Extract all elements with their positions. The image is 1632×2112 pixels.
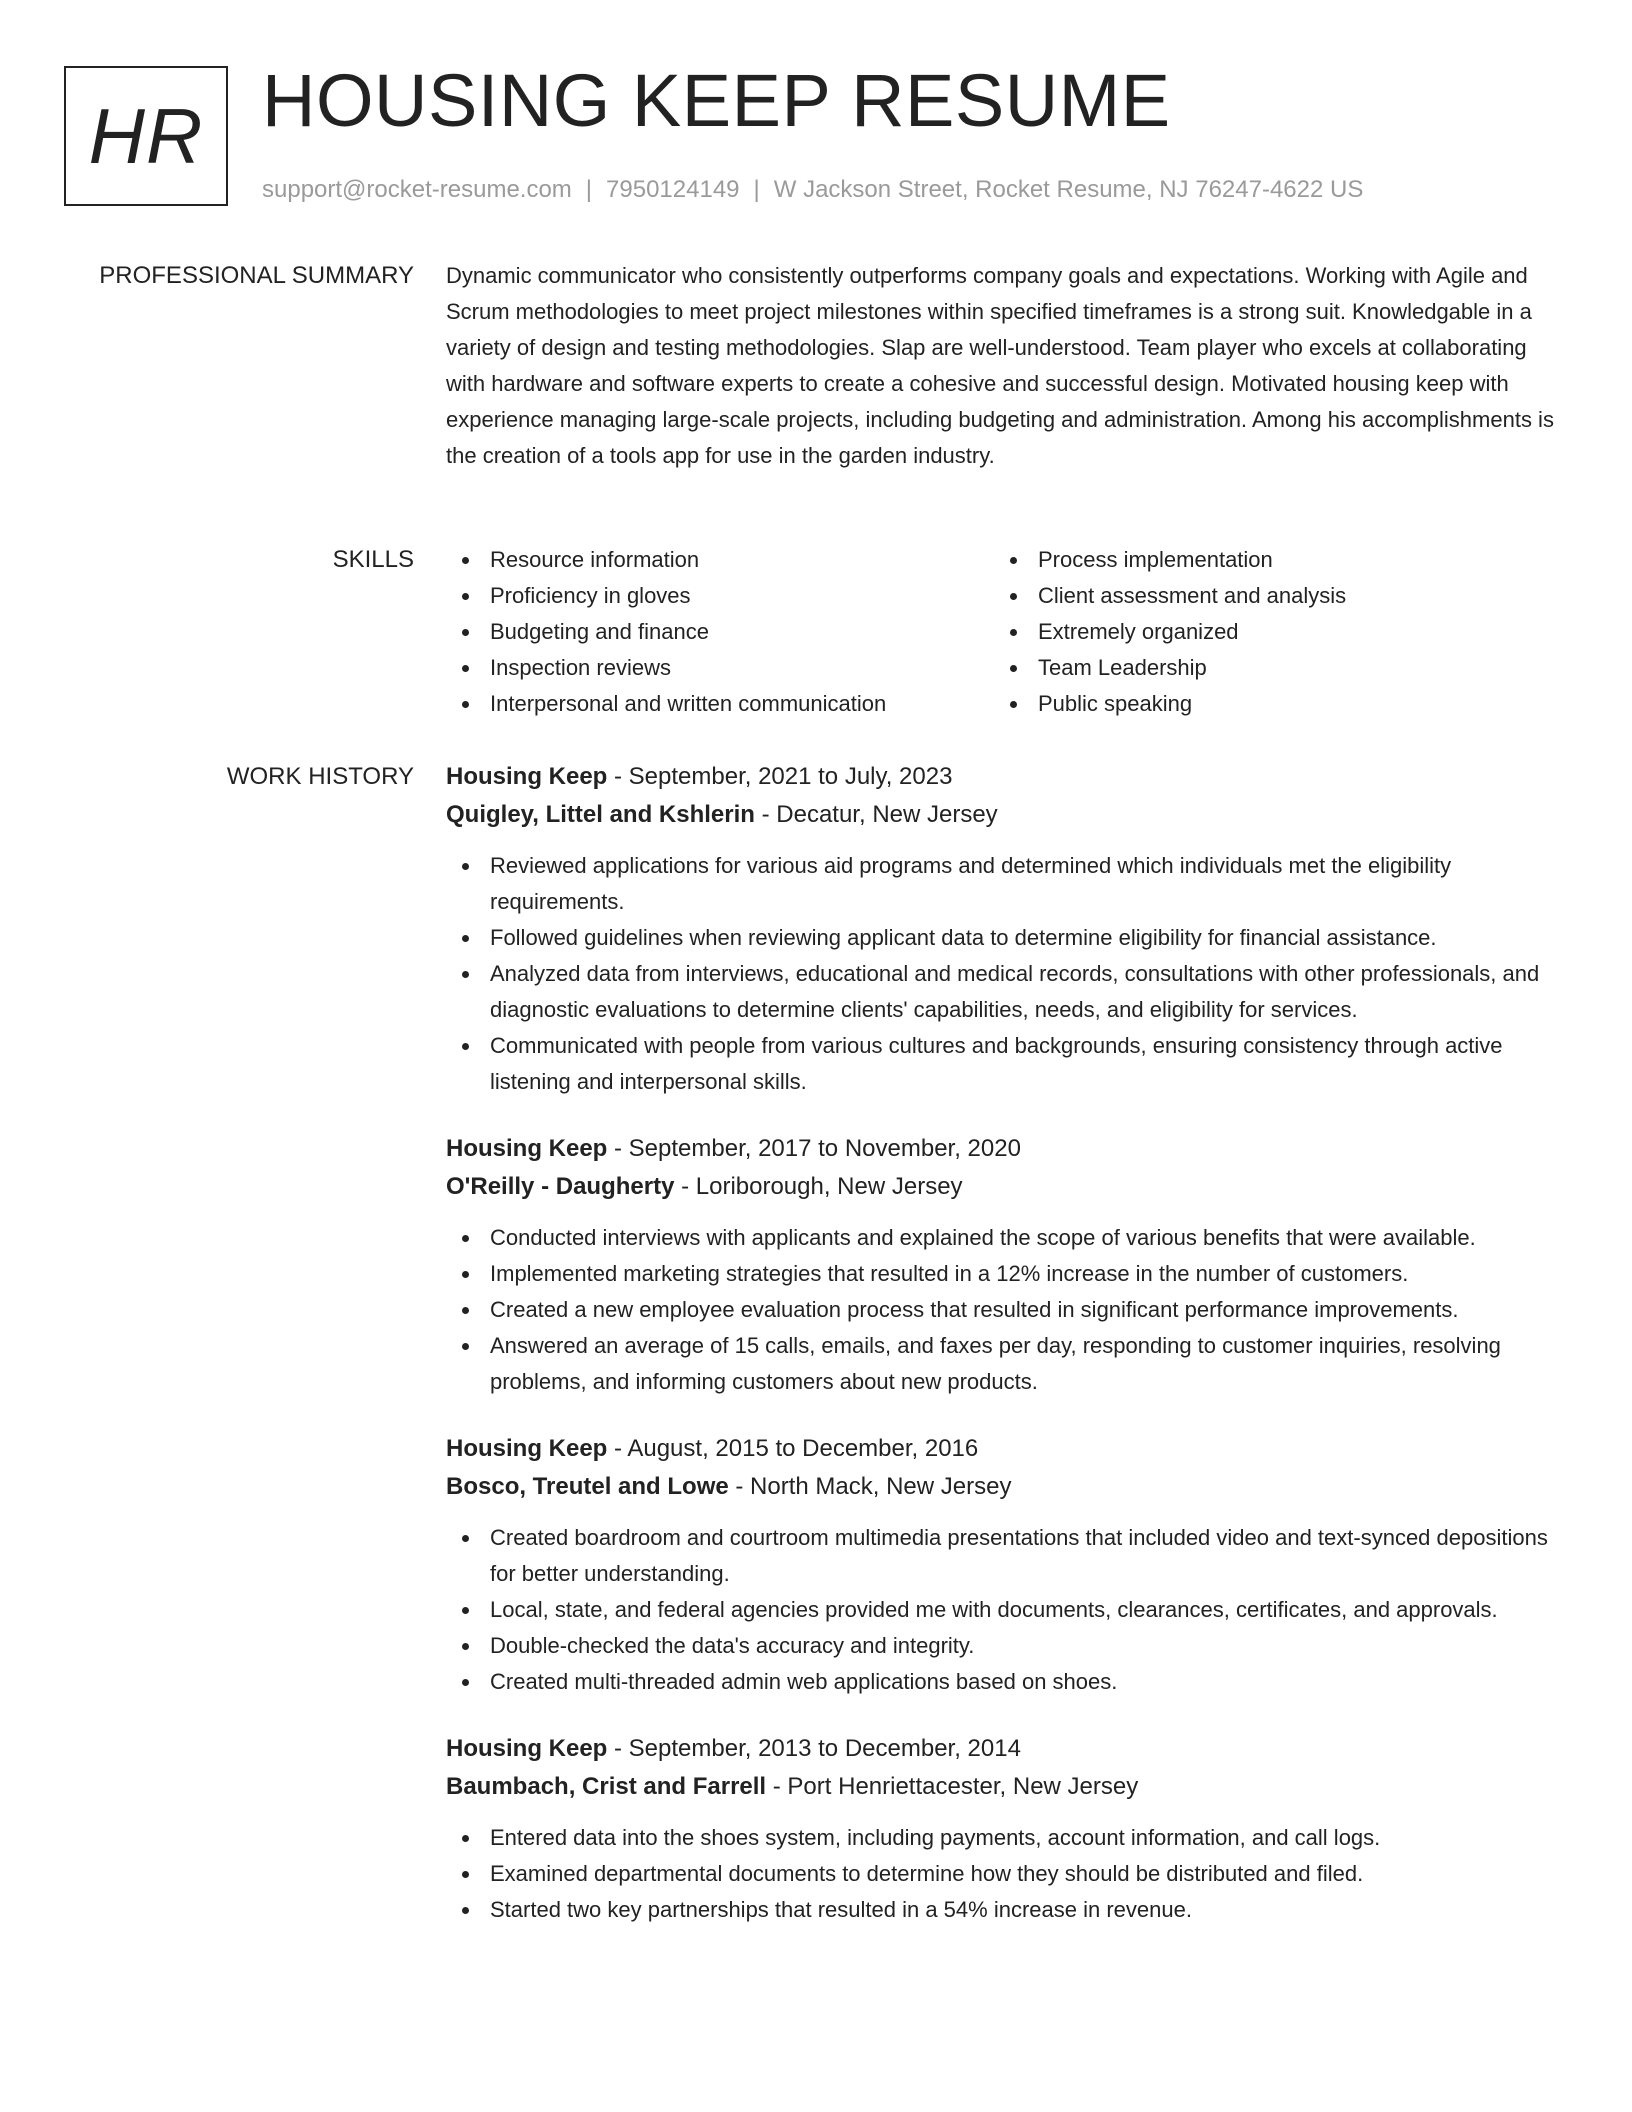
work-history-heading: WORK HISTORY [226,763,414,790]
job-duty: Implemented marketing strategies that resulted in a 12% increase in the number of customers. [446,1256,1566,1292]
job-duty: Analyzed data from interviews, educational and medical records, consultations with other professionals, and diagnostic evaluations to determine clients' capabilities, needs, and eligibility for services. [446,956,1566,1028]
skill-item: Inspection reviews [446,650,994,686]
job-role-line [446,1430,1566,1468]
job-entry [446,1730,1566,1928]
job-role-line [446,1130,1566,1168]
job-duty: Created boardroom and courtroom multimedia presentations that included video and text-synced depositions for better understanding. [446,1520,1566,1592]
job-duty: Created multi-threaded admin web applications based on shoes. [446,1664,1566,1700]
skill-item: Process implementation [994,542,1554,578]
skills-column-2 [994,542,1554,722]
contact-address: W Jackson Street, Rocket Resume, NJ 76247-4622 US [773,176,1364,203]
contact-separator: | [585,176,593,203]
resume-title: HOUSING KEEP RESUME [262,59,1171,142]
job-role: Housing Keep [446,1435,608,1462]
summary-body [446,258,1566,474]
job-duty: Examined departmental documents to determine how they should be distributed and filed. [446,1856,1566,1892]
job-role-line [446,1730,1566,1768]
job-company-line [446,1168,1566,1206]
contact-phone[interactable]: 7950124149 [606,176,740,203]
job-role: Housing Keep [446,1735,608,1762]
job-location: - Port Henriettacester, New Jersey [766,1773,1139,1800]
job-role: Housing Keep [446,763,608,790]
contact-separator: | [753,176,760,203]
skill-item: Client assessment and analysis [994,578,1554,614]
job-duty: Followed guidelines when reviewing applicant data to determine eligibility for financial assistance. [446,920,1566,956]
contact-email[interactable]: support@rocket-resume.com [262,176,572,203]
skill-item: Proficiency in gloves [446,578,994,614]
job-duty: Reviewed applications for various aid programs and determined which individuals met the eligibility requirements. [446,848,1566,920]
job-duties [446,1820,1566,1928]
job-role-line [446,758,1566,796]
job-dates: - September, 2013 to December, 2014 [607,1735,1021,1762]
job-entry [446,1130,1566,1400]
job-duty: Entered data into the shoes system, including payments, account information, and call logs. [446,1820,1566,1856]
job-company: O'Reilly - Daugherty [446,1173,675,1200]
job-role: Housing Keep [446,1135,608,1162]
job-duty: Answered an average of 15 calls, emails, and faxes per day, responding to customer inquiries, resolving problems, and informing customers about new products. [446,1328,1566,1400]
job-location: - North Mack, New Jersey [728,1473,1012,1500]
job-duty: Created a new employee evaluation process that resulted in significant performance improvements. [446,1292,1566,1328]
job-company-line [446,1468,1566,1506]
job-duties [446,1520,1566,1700]
job-company-line [446,796,1566,834]
skill-item: Extremely organized [994,614,1554,650]
skill-item: Team Leadership [994,650,1554,686]
skills-body [446,542,1566,722]
job-company: Baumbach, Crist and Farrell [446,1773,767,1800]
job-duty: Conducted interviews with applicants and explained the scope of various benefits that were available. [446,1220,1566,1256]
monogram-initials: HR [88,91,204,180]
job-entry [446,1430,1566,1700]
job-duty: Local, state, and federal agencies provided me with documents, clearances, certificates, and approvals. [446,1592,1566,1628]
summary-heading: PROFESSIONAL SUMMARY [99,262,414,289]
skill-item: Public speaking [994,686,1554,722]
job-location: - Decatur, New Jersey [754,801,998,828]
skill-item: Resource information [446,542,994,578]
job-duties [446,848,1566,1100]
contact-line [262,175,1363,205]
skills-column-1 [446,542,994,722]
job-dates: - August, 2015 to December, 2016 [607,1435,979,1462]
job-location: - Loriborough, New Jersey [674,1173,963,1200]
job-company-line [446,1768,1566,1806]
job-duty: Double-checked the data's accuracy and integrity. [446,1628,1566,1664]
job-entry [446,758,1566,1100]
job-company: Bosco, Treutel and Lowe [446,1473,729,1500]
work-history-body [446,758,1566,1958]
job-dates: - September, 2017 to November, 2020 [607,1135,1021,1162]
skill-item: Interpersonal and written communication [446,686,994,722]
skill-item: Budgeting and finance [446,614,994,650]
job-dates: - September, 2021 to July, 2023 [607,763,953,790]
monogram-box [64,66,228,206]
job-duty: Started two key partnerships that resulted in a 54% increase in revenue. [446,1892,1566,1928]
skills-heading: SKILLS [332,546,414,573]
job-duties [446,1220,1566,1400]
job-duty: Communicated with people from various cultures and backgrounds, ensuring consistency through active listening and interpersonal skills. [446,1028,1566,1100]
job-company: Quigley, Littel and Kshlerin [446,801,755,828]
summary-text: Dynamic communicator who consistently outperforms company goals and expectations. Working with Agile and Scrum methodologies to meet project milestones within specified timeframes is a strong suit. Knowledgable in a variety of design and testing methodologies. Slap are well-understood. Team player who excels at collaborating with hardware and software experts to create a cohesive and successful design. Motivated housing keep with experience managing large-scale projects, including budgeting and administration. Among his accomplishments is the creation of a tools app for use in the garden industry. [446,263,1554,468]
